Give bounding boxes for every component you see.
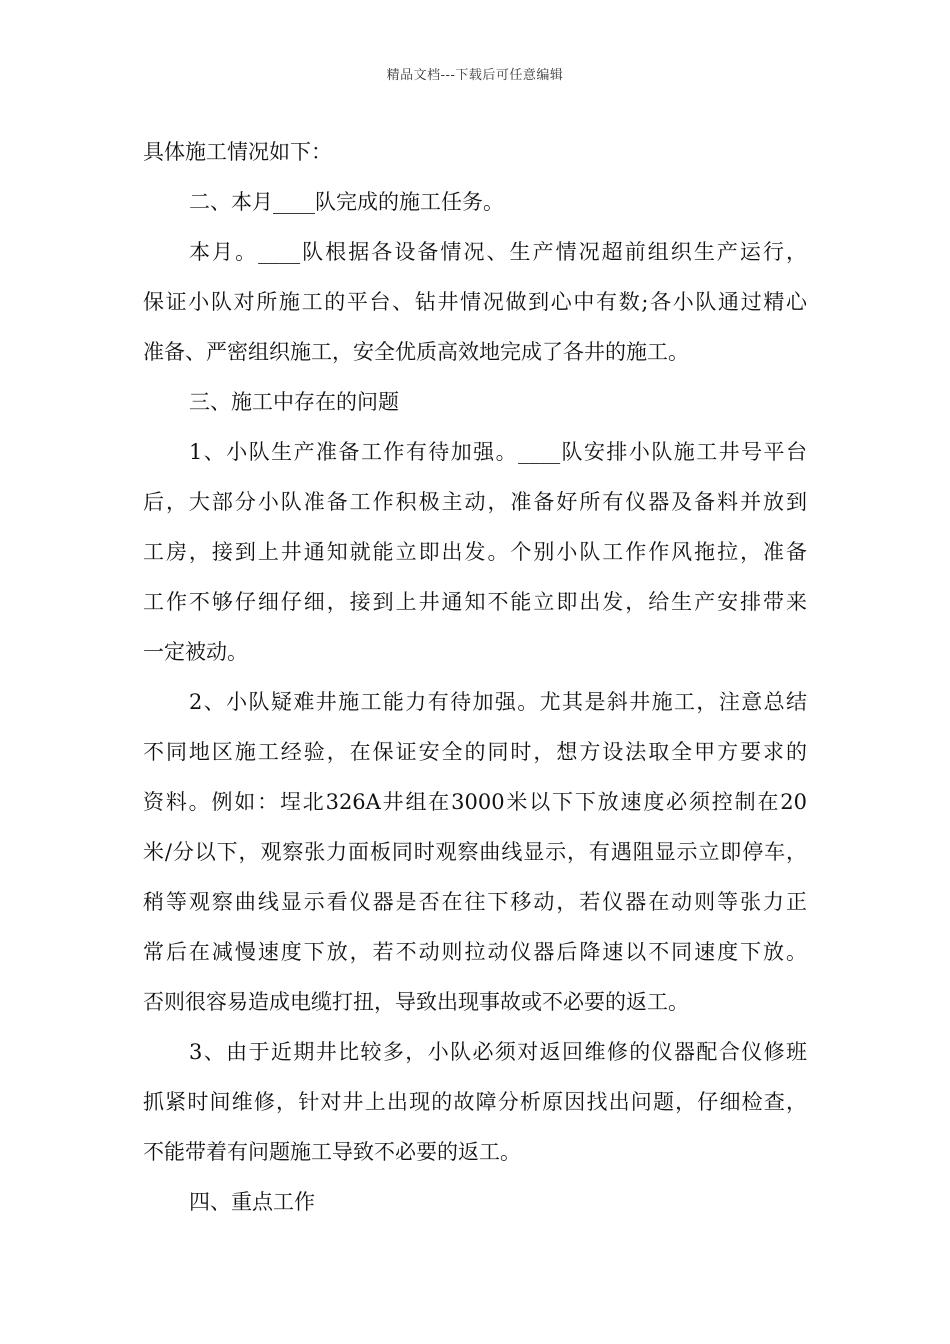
text-line: 抓紧时间维修，针对井上出现的故障分析原因找出问题，仔细检查， <box>143 1090 807 1114</box>
text-line: 3、由于近期井比较多，小队必须对返回维修的仪器配合仪修班 <box>189 1040 807 1064</box>
text-line: 稍等观察曲线显示看仪器是否在往下移动，若仪器在动则等张力正 <box>143 890 807 914</box>
text-line: 后，大部分小队准备工作积极主动，准备好所有仪器及备料并放到 <box>143 490 807 514</box>
text-line: 不能带着有问题施工导致不必要的返工。 <box>143 1140 521 1164</box>
text-line: 常后在减慢速度下放，若不动则拉动仪器后降速以不同速度下放。 <box>143 940 807 964</box>
text-line: 米/分以下，观察张力面板同时观察曲线显示，有遇阻显示立即停车， <box>143 840 807 864</box>
text-line: 工房，接到上井通知就能立即出发。个别小队工作作风拖拉，准备 <box>143 540 807 564</box>
text-line: 准备、严密组织施工，安全优质高效地完成了各井的施工。 <box>143 340 689 364</box>
text-line: 具体施工情况如下： <box>143 140 332 164</box>
document-body <box>143 130 807 1230</box>
text-line: 1、小队生产准备工作有待加强。____队安排小队施工井号平台 <box>189 440 807 464</box>
text-line: 不同地区施工经验，在保证安全的同时，想方设法取全甲方要求的 <box>143 740 807 764</box>
section-heading: 三、施工中存在的问题 <box>189 390 399 414</box>
text-line: 工作不够仔细仔细，接到上井通知不能立即出发，给生产安排带来 <box>143 590 807 614</box>
section-heading: 二、本月____队完成的施工任务。 <box>189 190 504 214</box>
page-header: 精品文档---下载后可任意编辑 <box>386 68 564 83</box>
text-line: 否则很容易造成电缆打扭，导致出现事故或不必要的返工。 <box>143 990 689 1014</box>
text-line: 资料。例如：埕北326A井组在3000米以下下放速度必须控制在20 <box>143 790 807 814</box>
text-line: 2、小队疑难井施工能力有待加强。尤其是斜井施工，注意总结 <box>189 690 807 714</box>
text-line: 保证小队对所施工的平台、钻井情况做到心中有数;各小队通过精心 <box>143 290 807 314</box>
text-line: 本月。____队根据各设备情况、生产情况超前组织生产运行， <box>189 240 807 264</box>
text-line: 一定被动。 <box>143 640 248 664</box>
section-heading: 四、重点工作 <box>189 1190 315 1214</box>
